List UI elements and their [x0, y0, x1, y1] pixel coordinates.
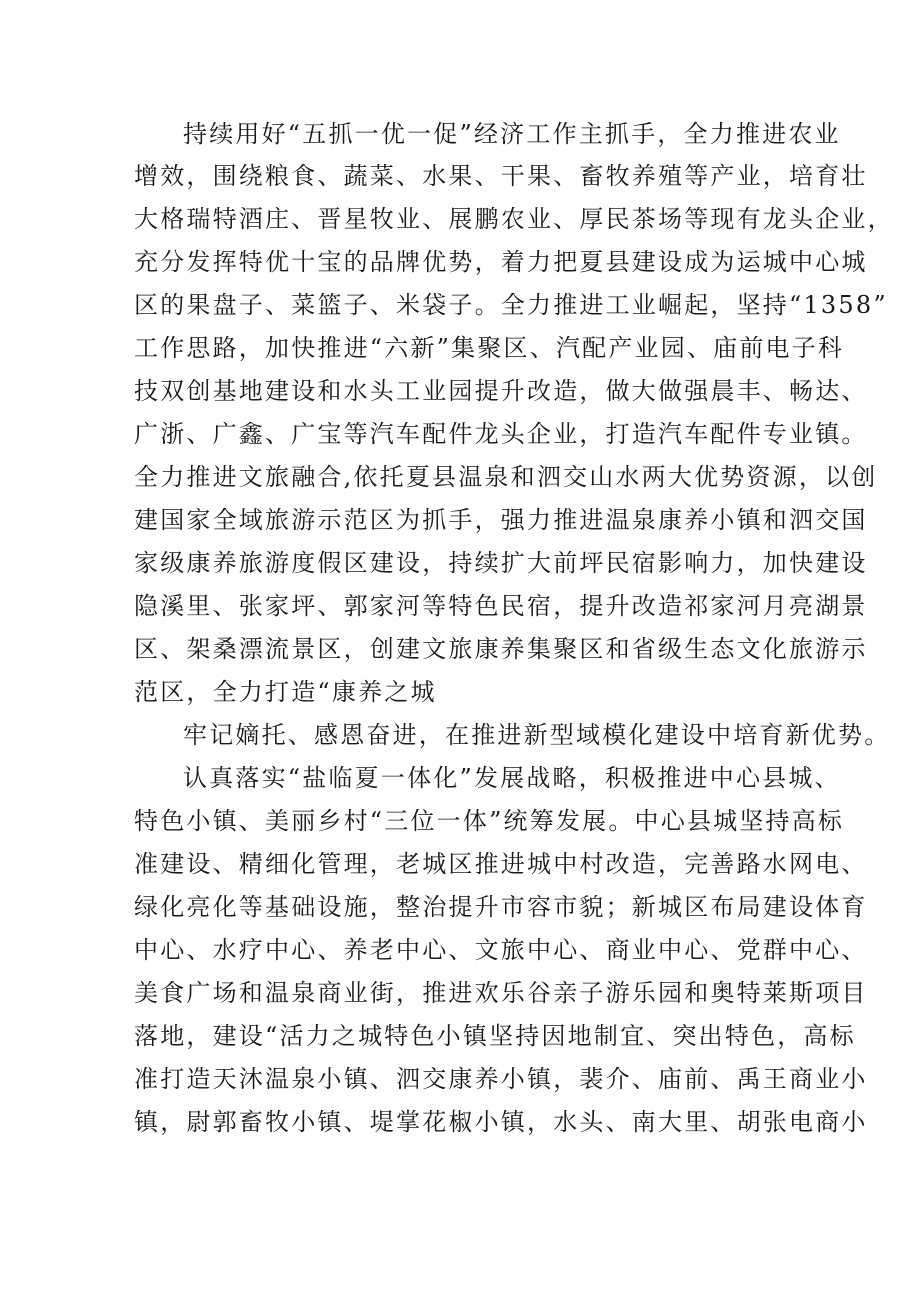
paragraph-line: 绿化亮化等基础设施，整治提升市容市貌；新城区布局建设体育 — [134, 893, 868, 921]
section-heading-line: 牢记嫡托、感恩奋进，在推进新型域模化建设中培育新优势。 — [183, 721, 891, 749]
paragraph-line: 广浙、广鑫、广宝等汽车配件龙头企业，打造汽车配件专业镇。 — [134, 420, 868, 448]
paragraph-line: 大格瑞特酒庄、晋星牧业、展鹏农业、厚民茶场等现有龙头企业， — [134, 205, 894, 233]
paragraph-line: 准打造天沐温泉小镇、泗交康养小镇，裴介、庙前、禹王商业小 — [134, 1065, 868, 1093]
paragraph-line: 持续用好“五抓一优一促”经济工作主抓手，全力推进农业 — [183, 120, 841, 148]
paragraph-line: 范区，全力打造“康养之城 — [134, 678, 437, 706]
paragraph-line: 认真落实“盐临夏一体化”发展战略，积极推进中心县城、 — [183, 764, 841, 792]
paragraph-line: 建国家全域旅游示范区为抓手，强力推进温泉康养小镇和泗交国 — [134, 506, 868, 534]
paragraph-line: 特色小镇、美丽乡村“三位一体”统筹发展。中心县城坚持高标 — [134, 807, 845, 835]
paragraph-line: 区、架桑漂流景区，创建文旅康养集聚区和省级生态文化旅游示 — [134, 635, 868, 663]
paragraph-line: 家级康养旅游度假区建设，持续扩大前坪民宿影响力，加快建设 — [134, 549, 868, 577]
paragraph-line: 美食广场和温泉商业街，推进欢乐谷亲子游乐园和奥特莱斯项目 — [134, 979, 868, 1007]
paragraph-line: 全力推进文旅融合,依托夏县温泉和泗交山水两大优势资源，以创 — [134, 463, 878, 491]
paragraph-line: 工作思路，加快推进“六新”集聚区、汽配产业园、庙前电子科 — [134, 334, 845, 362]
paragraph-line: 隐溪里、张家坪、郭家河等特色民宿，提升改造祁家河月亮湖景 — [134, 592, 868, 620]
paragraph-line: 中心、水疗中心、养老中心、文旅中心、商业中心、党群中心、 — [134, 936, 868, 964]
paragraph-line: 落地，建设“活力之城特色小镇坚持因地制宜、突出特色，高标 — [134, 1022, 856, 1050]
paragraph-line: 技双创基地建设和水头工业园提升改造，做大做强晨丰、畅达、 — [134, 377, 868, 405]
paragraph-line: 镇，尉郭畜牧小镇、堤掌花椒小镇，水头、南大里、胡张电商小 — [134, 1108, 868, 1136]
paragraph-line: 区的果盘子、菜篮子、米袋子。全力推进工业崛起，坚持“1358” — [134, 291, 888, 319]
paragraph-line: 增效，围绕粮食、蔬菜、水果、干果、畜牧养殖等产业，培育壮 — [134, 162, 868, 190]
paragraph-line: 充分发挥特优十宝的品牌优势，着力把夏县建设成为运城中心城 — [134, 248, 868, 276]
paragraph-line: 准建设、精细化管理，老城区推进城中村改造，完善路水网电、 — [134, 850, 868, 878]
